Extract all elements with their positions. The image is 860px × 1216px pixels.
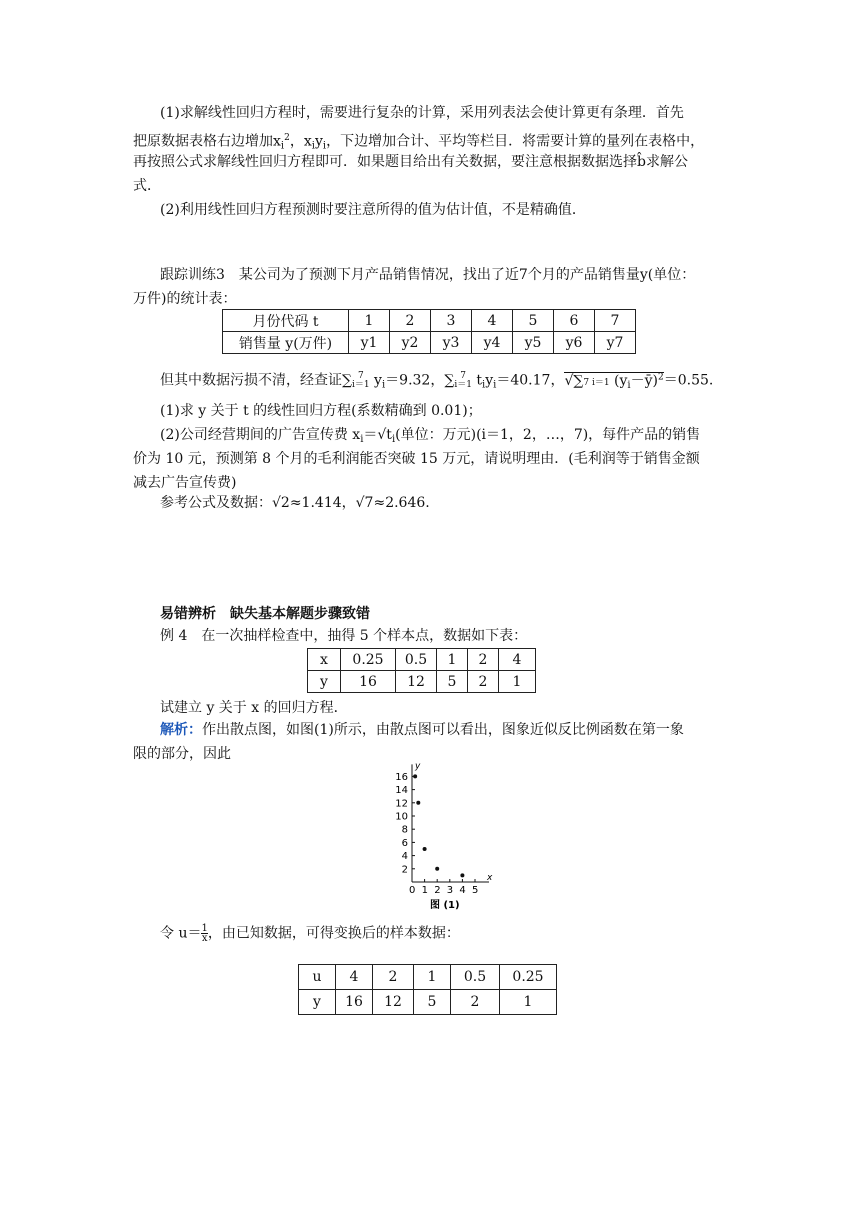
x-tick-label: 0 bbox=[409, 885, 416, 896]
figure-caption: 图 (1) bbox=[430, 900, 460, 911]
error-heading: 易错辨析 缺失基本解题步骤致错 bbox=[160, 606, 370, 622]
training-intro-1: 跟踪训练3 某公司为了预测下月产品销售情况，找出了近7个月的产品销售量y(单位： bbox=[160, 267, 696, 283]
table-header-u: u bbox=[299, 965, 336, 990]
table-header-sales: 销售量 y(万件) bbox=[223, 332, 349, 354]
tip-line-5: (2)利用线性回归方程预测时要注意所得的值为估计值，不是精确值． bbox=[160, 202, 586, 218]
let-line: 令 u＝ $\frac{1}{x}$ ，由已知数据，可得变换后的样本数据： bbox=[160, 923, 460, 944]
table-cell: 0.25 bbox=[500, 965, 557, 990]
data-point bbox=[435, 867, 439, 871]
y-tick-label: 16 bbox=[395, 771, 408, 783]
table-cell: 2 bbox=[468, 671, 499, 693]
table-cell: 2 bbox=[468, 649, 499, 671]
question-1: (1)求 y 关于 t 的线性回归方程(系数精确到 0.01)； bbox=[160, 403, 482, 419]
table-cell: 1 bbox=[349, 310, 390, 332]
scatter-plot bbox=[380, 762, 510, 912]
table-cell: y1 bbox=[349, 332, 390, 354]
table-cell: 2 bbox=[373, 965, 414, 990]
tip-line-3: 再按照公式求解线性回归方程即可．如果题目给出有关数据，要注意根据数据选择b̂求解公 bbox=[133, 154, 688, 170]
table-cell: 16 bbox=[341, 671, 396, 693]
y-axis-label: y bbox=[415, 762, 421, 772]
y-tick-label: 4 bbox=[401, 851, 408, 863]
table-cell: 2 bbox=[451, 990, 500, 1015]
solution-line-1: 解析：作出散点图，如图(1)所示，由散点图可以看出，图象近似反比例函数在第一象 bbox=[160, 722, 684, 738]
y-tick-label: 14 bbox=[395, 785, 408, 797]
table-cell: 0.25 bbox=[341, 649, 396, 671]
table-header-month: 月份代码 t bbox=[223, 310, 349, 332]
x-axis-label: x bbox=[487, 873, 493, 883]
tip-line-2: 把原数据表格右边增加$x_i^2$，$x_iy_i$，下边增加合计、平均等栏目．将需要计算的量列在表格中， bbox=[133, 133, 705, 152]
data-point bbox=[413, 774, 417, 778]
x-tick-label: 4 bbox=[459, 885, 466, 896]
data-point bbox=[416, 801, 420, 805]
table-cell: y7 bbox=[595, 332, 636, 354]
table-cell: y5 bbox=[513, 332, 554, 354]
chart-points bbox=[413, 774, 464, 877]
table-cell: 16 bbox=[336, 990, 373, 1015]
table-cell: 4 bbox=[472, 310, 513, 332]
data-point bbox=[423, 847, 427, 851]
question-2-line-1: (2)公司经营期间的广告宣传费 $x_i=√t_i$(单位：万元)(i＝1，2，…，7)，每件产品的销售 bbox=[160, 427, 701, 445]
sales-table bbox=[222, 309, 636, 354]
y-tick-label: 10 bbox=[395, 811, 408, 823]
table-cell: 1 bbox=[414, 965, 451, 990]
table-header-y: y bbox=[299, 990, 336, 1015]
table-cell: 1 bbox=[437, 649, 468, 671]
transformed-table bbox=[298, 964, 557, 1015]
question-2-line-3: 减去广告宣传费) bbox=[133, 475, 237, 491]
x-tick-label: 3 bbox=[446, 885, 454, 896]
table-cell: 0.5 bbox=[451, 965, 500, 990]
chart-axes bbox=[395, 762, 493, 911]
table-cell: 7 bbox=[595, 310, 636, 332]
table-cell: 0.5 bbox=[396, 649, 437, 671]
task-line: 试建立 y 关于 x 的回归方程． bbox=[160, 700, 348, 716]
y-tick-label: 6 bbox=[401, 837, 408, 849]
table-cell: 12 bbox=[373, 990, 414, 1015]
x-tick-label: 2 bbox=[434, 885, 441, 896]
example-4: 例 4 在一次抽样检查中，抽得 5 个样本点，数据如下表： bbox=[160, 628, 528, 644]
solution-label: 解析： bbox=[160, 722, 202, 738]
sample-table bbox=[307, 648, 536, 693]
table-header-x: x bbox=[308, 649, 341, 671]
y-tick-label: 2 bbox=[401, 864, 408, 876]
table-cell: 5 bbox=[437, 671, 468, 693]
table-cell: y3 bbox=[431, 332, 472, 354]
table-cell: 1 bbox=[499, 671, 536, 693]
table-cell: 4 bbox=[499, 649, 536, 671]
table-cell: 6 bbox=[554, 310, 595, 332]
table-header-y: y bbox=[308, 671, 341, 693]
table-cell: y6 bbox=[554, 332, 595, 354]
question-2-line-2: 价为 10 元，预测第 8 个月的毛利润能否突破 15 万元，请说明理由．(毛利润等于销售金额 bbox=[133, 451, 700, 467]
reference-line: 参考公式及数据：√2≈1.414，√7≈2.646. bbox=[160, 495, 430, 511]
table-cell: 4 bbox=[336, 965, 373, 990]
data-line: 但其中数据污损不清，经查证∑ 7 i＝1 $y_i=9.32$，∑ 7 i＝1 $t_iy_i=40.17$，√∑7 i＝1 $(y_i-ȳ)^2=0.55$. bbox=[160, 370, 714, 391]
tip-line-4: 式． bbox=[133, 178, 161, 194]
table-cell: 5 bbox=[513, 310, 554, 332]
table-cell: 2 bbox=[390, 310, 431, 332]
solution-line-2: 限的部分，因此 bbox=[133, 746, 231, 762]
table-cell: y4 bbox=[472, 332, 513, 354]
y-tick-label: 8 bbox=[401, 824, 408, 836]
table-cell: 3 bbox=[431, 310, 472, 332]
table-cell: 1 bbox=[500, 990, 557, 1015]
data-point bbox=[460, 873, 464, 877]
table-cell: 5 bbox=[414, 990, 451, 1015]
tip-line-1: (1)求解线性回归方程时，需要进行复杂的计算，采用列表法会使计算更有条理．首先 bbox=[160, 105, 684, 121]
y-tick-label: 12 bbox=[395, 798, 408, 810]
training-intro-2: 万件)的统计表： bbox=[133, 291, 237, 307]
table-cell: 12 bbox=[396, 671, 437, 693]
x-tick-label: 5 bbox=[472, 885, 479, 896]
x-tick-label: 1 bbox=[421, 885, 428, 896]
table-cell: y2 bbox=[390, 332, 431, 354]
